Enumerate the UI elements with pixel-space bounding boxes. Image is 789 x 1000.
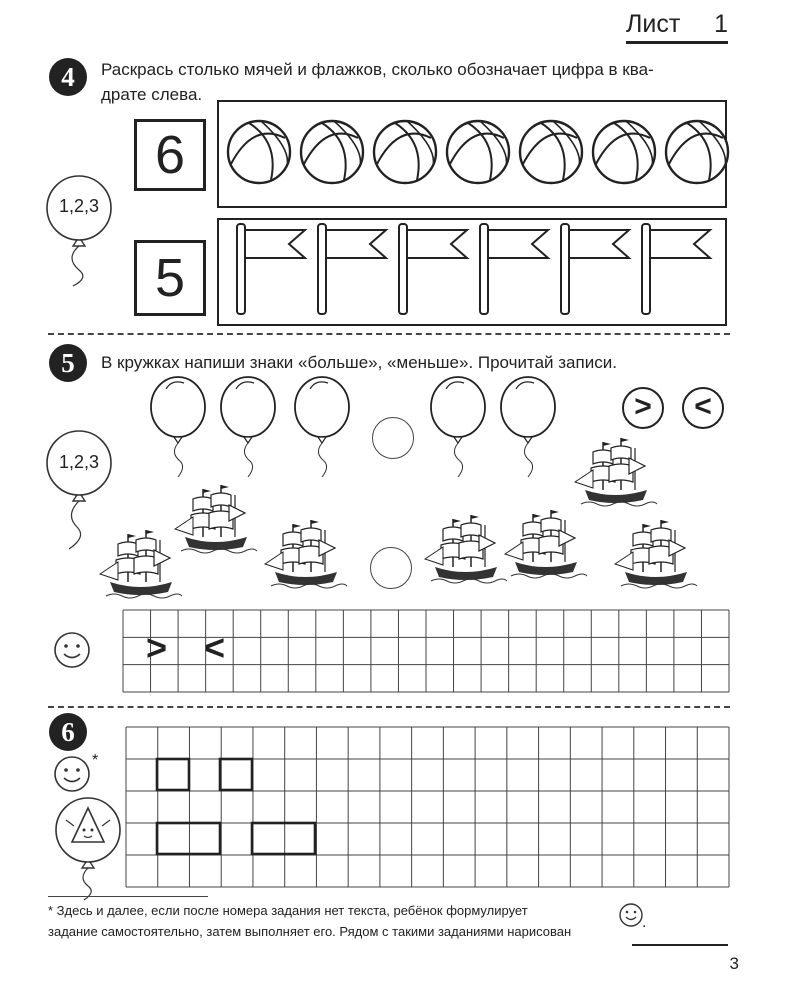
flag-icon[interactable] bbox=[561, 224, 629, 314]
pattern-rect-1 bbox=[157, 823, 220, 854]
flags-row bbox=[217, 218, 727, 326]
ball-icon[interactable] bbox=[666, 121, 728, 183]
pattern-grid[interactable] bbox=[125, 726, 730, 890]
smiley-icon bbox=[618, 902, 644, 928]
task-4-instruction-line1: Раскрась столько мячей и флажков, сколько обозначает цифра в ква- bbox=[101, 60, 654, 79]
sheet-number: 1 bbox=[714, 10, 728, 38]
divider bbox=[48, 333, 730, 335]
flags-target-box: 5 bbox=[134, 240, 206, 316]
ball-icon[interactable] bbox=[301, 121, 363, 183]
task-5-instruction: В кружках напиши знаки «больше», «меньше». Прочитай записи. bbox=[101, 353, 617, 372]
ball-icon[interactable] bbox=[228, 121, 290, 183]
flag-icon[interactable] bbox=[318, 224, 386, 314]
page-number-rule bbox=[632, 944, 728, 946]
ship-3 bbox=[265, 520, 347, 588]
balloon-icon bbox=[44, 175, 124, 285]
pattern-rect-2 bbox=[252, 823, 315, 854]
ball-icon[interactable] bbox=[374, 121, 436, 183]
balloon-label: 1,2,3 bbox=[58, 196, 100, 216]
sheet-label bbox=[626, 10, 728, 44]
balls-row bbox=[217, 100, 727, 208]
balls-target-box: 6 bbox=[134, 119, 206, 191]
asterisk: * bbox=[92, 752, 99, 769]
smiley-icon bbox=[52, 630, 92, 670]
sheet-label-text: Лист bbox=[626, 10, 681, 38]
ship-5 bbox=[505, 510, 587, 578]
task-4-instruction-line2: драте слева. bbox=[101, 85, 203, 104]
ship-2 bbox=[175, 485, 257, 553]
flag-icon[interactable] bbox=[642, 224, 710, 314]
footnote-divider bbox=[48, 896, 208, 897]
triangle-balloon-icon bbox=[52, 796, 132, 901]
ball-icon[interactable] bbox=[520, 121, 582, 183]
sign-less: < bbox=[682, 387, 724, 429]
ship-4 bbox=[425, 515, 507, 583]
footnote-line1: * Здесь и далее, если после номера задания нет текста, ребёнок формулирует bbox=[48, 903, 528, 918]
ball-icon[interactable] bbox=[593, 121, 655, 183]
grid-sample-less: < bbox=[204, 627, 226, 668]
sign-greater: > bbox=[622, 387, 664, 429]
ships-illustration bbox=[90, 430, 710, 610]
pattern-square-1 bbox=[157, 759, 189, 790]
divider bbox=[48, 706, 730, 708]
grid-sample-greater: > bbox=[146, 627, 168, 668]
footnote bbox=[48, 900, 628, 942]
balloon-label-2: 1,2,3 bbox=[58, 452, 100, 472]
flag-icon[interactable] bbox=[480, 224, 548, 314]
flag-icon[interactable] bbox=[237, 224, 305, 314]
flag-icon[interactable] bbox=[399, 224, 467, 314]
footnote-period: . bbox=[642, 914, 647, 931]
ball-icon[interactable] bbox=[447, 121, 509, 183]
ship-1 bbox=[100, 530, 182, 598]
task-5-number: 5 bbox=[49, 344, 87, 382]
footnote-line2: задание самостоятельно, затем выполняет его. Рядом с такими заданиями нарисован bbox=[48, 924, 572, 939]
ship-6 bbox=[575, 438, 657, 506]
ship-7 bbox=[615, 520, 697, 588]
smiley-icon bbox=[52, 754, 92, 794]
pattern-square-2 bbox=[220, 759, 252, 790]
task-4-number: 4 bbox=[49, 58, 87, 96]
task-6-number: 6 bbox=[49, 713, 87, 751]
page-number: 3 bbox=[729, 954, 739, 973]
